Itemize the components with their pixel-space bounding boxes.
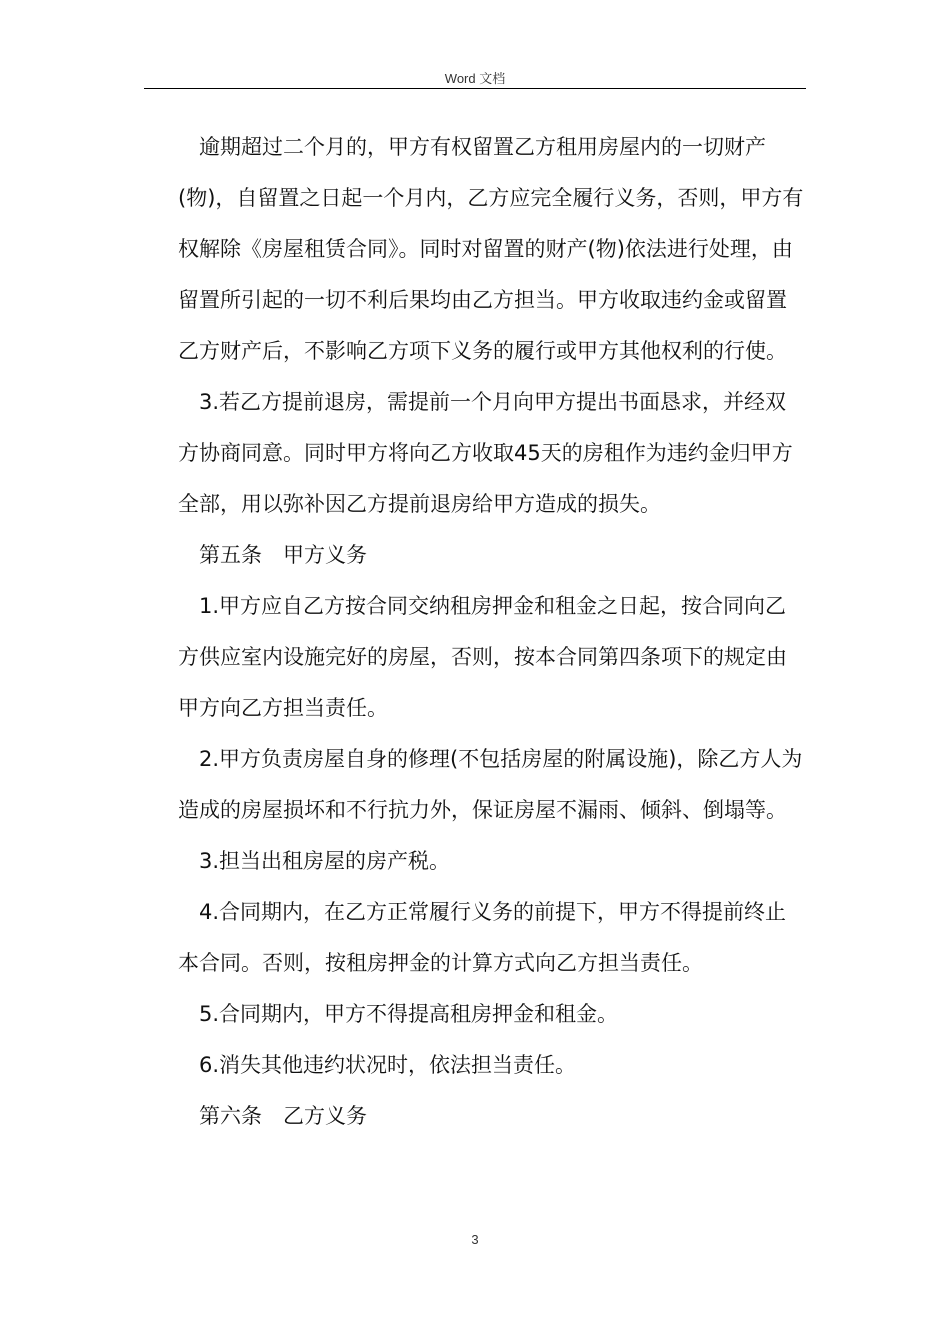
document-body bbox=[178, 122, 806, 1142]
paragraph-lessor-duty-6: 6.消失其他违约状况时，依法担当责任。 bbox=[199, 1053, 577, 1077]
header-divider bbox=[144, 88, 806, 89]
paragraph-lessor-duty-4: 4.合同期内，在乙方正常履行义务的前提下，甲方不得提前终止本合同。否则，按租房押金的计算方式向乙方担当责任。 bbox=[178, 900, 787, 975]
page-number: 3 bbox=[471, 1232, 479, 1247]
paragraph-overdue-retention: 逾期超过二个月的，甲方有权留置乙方租用房屋内的一切财产(物)，自留置之日起一个月内，乙方应完全履行义务，否则，甲方有权解除《房屋租赁合同》。同时对留置的财产(物)依法进行处理，由留置所引起的一切不利后果均由乙方担当。甲方收取违约金或留置乙方财产后，不影响乙方项下义务的履行或甲方其他权利的行使。 bbox=[178, 135, 804, 363]
paragraph-lessor-duty-1: 1.甲方应自乙方按合同交纳租房押金和租金之日起，按合同向乙方供应室内设施完好的房屋，否则，按本合同第四条项下的规定由甲方向乙方担当责任。 bbox=[178, 594, 787, 720]
section-heading-article-6: 第六条 乙方义务 bbox=[199, 1104, 367, 1128]
paragraph-lessor-duty-5: 5.合同期内，甲方不得提高租房押金和租金。 bbox=[199, 1002, 619, 1026]
paragraph-early-checkout: 3.若乙方提前退房，需提前一个月向甲方提出书面恳求，并经双方协商同意。同时甲方将向乙方收取45天的房租作为违约金归甲方全部，用以弥补因乙方提前退房给甲方造成的损失。 bbox=[178, 390, 793, 516]
header-title: Word 文档 bbox=[444, 71, 506, 86]
section-heading-article-5: 第五条 甲方义务 bbox=[199, 543, 367, 567]
paragraph-lessor-duty-2: 2.甲方负责房屋自身的修理(不包括房屋的附属设施)，除乙方人为造成的房屋损坏和不行抗力外，保证房屋不漏雨、倾斜、倒塌等。 bbox=[178, 747, 803, 822]
paragraph-lessor-duty-3: 3.担当出租房屋的房产税。 bbox=[199, 849, 451, 873]
